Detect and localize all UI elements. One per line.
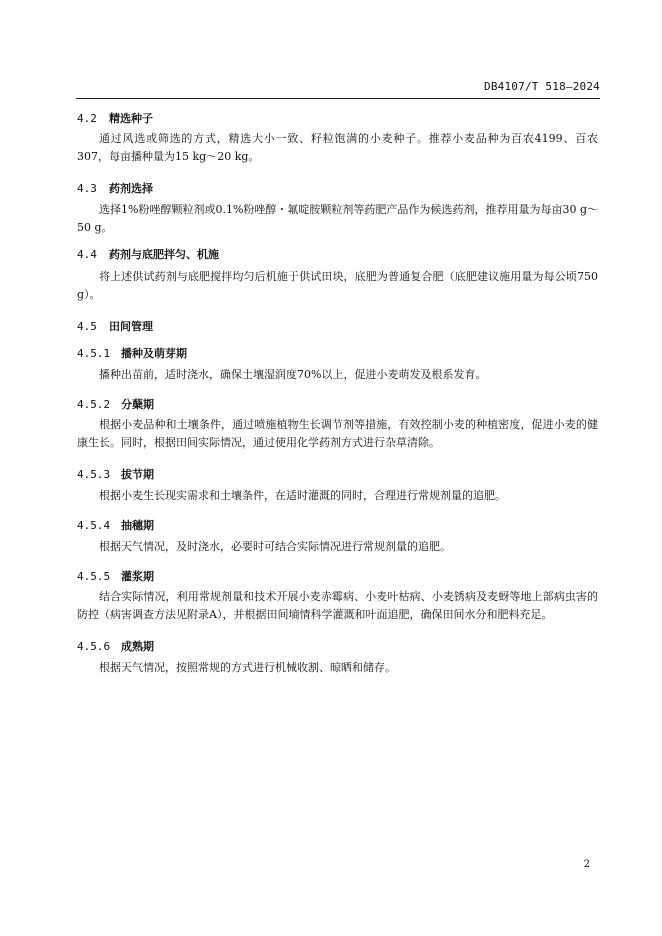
subsection-heading [77,638,154,654]
section-body: 选择1%粉唑醇颗粒剂或0.1%粉唑醇・氟啶胺颗粒剂等药肥产品作为候选药剂，推荐用量为每亩30 g～50 g。 [77,203,598,234]
section-body: 根据天气情况，及时浇水，必要时可结合实际情况进行常规剂量的追肥。 [99,540,451,553]
section-title: 灌浆期 [121,570,154,583]
section-body: 结合实际情况，利用常规剂量和技术开展小麦赤霉病、小麦叶枯病、小麦锈病及麦蚜等地上部病虫害的防控（病害调查方法见附录A），并根据田间墒情科学灌溉和叶面追肥，确保田间水分和肥料充足。 [77,590,598,621]
section-number: 4.3 [77,182,97,195]
section-number: 4.5.5 [77,570,111,583]
section-title: 抽穗期 [121,519,154,532]
section-title: 成熟期 [121,640,154,653]
section-body: 播种出苗前，适时浇水，确保土壤湿润度70%以上，促进小麦萌发及根系发育。 [99,368,487,381]
section-body: 根据天气情况，按照常规的方式进行机械收割、晾晒和储存。 [99,661,396,674]
subsection-heading [77,568,154,584]
document-code: DB4107/T 518—2024 [484,80,600,93]
subsection-heading [77,517,154,533]
page-number: 2 [583,859,590,870]
section-number: 4.5 [77,320,97,333]
section-title: 田间管理 [109,320,153,333]
section-number: 4.5.3 [77,468,111,481]
section-title: 拔节期 [121,468,154,481]
section-title: 药剂选择 [109,182,153,195]
section-title: 药剂与底肥拌匀、机施 [109,248,219,261]
section-number: 4.5.4 [77,519,111,532]
section-number: 4.4 [77,248,97,261]
section-number: 4.5.2 [77,398,111,411]
section-body: 通过风选或筛选的方式，精选大小一致、籽粒饱满的小麦种子。推荐小麦品种为百农4199、百农307，每亩播种量为15 kg～20 kg。 [77,132,598,163]
section-title: 精选种子 [109,112,153,125]
section-body: 根据小麦品种和土壤条件，通过喷施植物生长调节剂等措施，有效控制小麦的种植密度，促进小麦的健康生长。同时，根据田间实际情况，通过使用化学药剂方式进行杂草清除。 [77,418,598,449]
subsection-heading [77,345,187,361]
section-heading [77,246,219,262]
section-number: 4.5.6 [77,640,111,653]
header-rule [76,98,600,99]
section-body: 将上述供试药剂与底肥搅拌均匀后机施于供试田块，底肥为普通复合肥（底肥建议施用量为每公顷750 g）。 [77,270,598,301]
section-number: 4.5.1 [77,347,111,360]
subsection-heading [77,466,154,482]
section-title: 播种及萌芽期 [121,347,187,360]
section-title: 分蘖期 [121,398,154,411]
section-body: 根据小麦生长现实需求和土壤条件，在适时灌溉的同时，合理进行常规剂量的追肥。 [99,489,506,502]
section-heading [77,110,153,126]
section-heading [77,180,153,196]
section-number: 4.2 [77,112,97,125]
section-heading [77,318,153,334]
subsection-heading [77,396,154,412]
